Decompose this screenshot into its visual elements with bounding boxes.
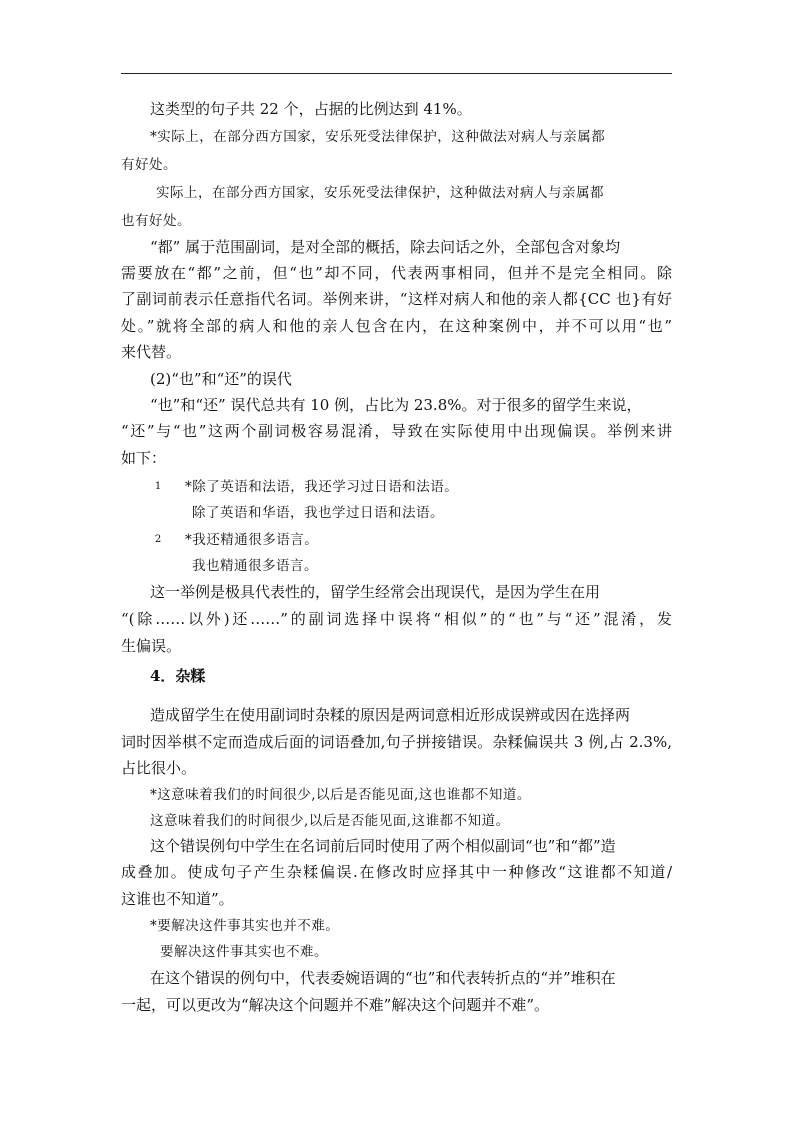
example-correct-sentence: 这意味着我们的时间很少,以后是否能见面,这谁都不知道。 (150, 813, 510, 829)
paragraph-line: 在这个错误的例句中，代表委婉语调的“也”和代表转折点的“并”堆积在 (150, 969, 616, 987)
paragraph-line: 这个错误例句中学生在名词前后同时使用了两个相似副词“也”和“都”造 (150, 837, 616, 855)
paragraph-line: “(除……以外)还……”的副词选择中误将“相似”的“也”与“还”混淆，发 (121, 610, 672, 628)
paragraph-line: 这一举例是极具代表性的，留学生经常会出现误代，是因为学生在用 (150, 583, 601, 601)
example-correct-sentence: 我也精通很多语言。 (192, 558, 318, 574)
paragraph-line: 需要放在“都”之前，但“也”却不同，代表两事相同，但并不是完全相同。除 (121, 264, 672, 282)
subsection-heading: (2)“也”和“还”的误代 (150, 370, 292, 388)
paragraph-line: 来代替。 (121, 343, 182, 361)
paragraph-line: 处。”就将全部的病人和他的亲人包含在内，在这种案例中，并不可以用“也” (121, 317, 672, 335)
section-heading: 4．杂糅 (150, 667, 206, 685)
paragraph-line: “还”与“也”这两个副词极容易混淆，导致在实际使用中出现偏误。举例来讲 (121, 422, 672, 440)
paragraph-line: 了副词前表示任意指代名词。举例来讲，“这样对病人和他的亲人都{CC 也}有好 (121, 290, 672, 308)
paragraph-line: 造成留学生在使用副词时杂糅的原因是两词意相近形成误辨或因在选择两 (150, 706, 631, 724)
paragraph-line: “也”和“还” 误代总共有 10 例，占比为 23.8%。对于很多的留学生来说， (150, 396, 642, 414)
example-number: 1 (154, 481, 162, 492)
paragraph-line: 这谁也不知道”。 (121, 890, 234, 908)
paragraph-line: 词时因举棋不定而造成后面的词语叠加,句子拼接错误。杂糅偏误共 3 例,占 2.3%, (121, 733, 672, 751)
paragraph-line: “都” 属于范围副词，是对全部的概括，除去问话之外，全部包含对象均 (150, 238, 621, 256)
example-correct-sentence: 实际上，在部分西方国家，安乐死受法律保护，这种做法对病人与亲属都 (156, 185, 604, 201)
paragraph-line: 占比很小。 (121, 759, 197, 777)
example-error-sentence: *我还精通很多语言。 (185, 532, 319, 548)
example-correct-sentence: 也有好处。 (121, 213, 191, 229)
example-correct-sentence: 除了英语和华语，我也学过日语和法语。 (192, 505, 444, 521)
paragraph-line: 这类型的句子共 22 个，占据的比例达到 41%。 (150, 100, 472, 118)
example-error-sentence: *除了英语和法语，我还学习过日语和法语。 (185, 479, 459, 495)
example-error-sentence: *实际上，在部分西方国家，安乐死受法律保护，这种做法对病人与亲属都 (150, 129, 606, 145)
example-correct-sentence: 要解决这件事其实也不难。 (160, 944, 328, 960)
example-error-sentence: *这意味着我们的时间很少,以后是否能见面,这也谁都不知道。 (150, 787, 531, 803)
example-error-sentence: *要解决这件事其实也并不难。 (150, 918, 340, 934)
paragraph-line: 如下： (121, 449, 167, 467)
example-error-sentence: 有好处。 (121, 157, 177, 173)
paragraph-line: 生偏误。 (121, 637, 182, 655)
header-rule (121, 73, 672, 74)
example-number: 2 (154, 534, 162, 545)
paragraph-line: 一起，可以更改为“解决这个问题并不难”解决这个问题并不难”。 (121, 996, 550, 1014)
paragraph-line: 成叠加。使成句子产生杂糅偏误.在修改时应择其中一种修改“这谁都不知道/ (121, 863, 672, 881)
